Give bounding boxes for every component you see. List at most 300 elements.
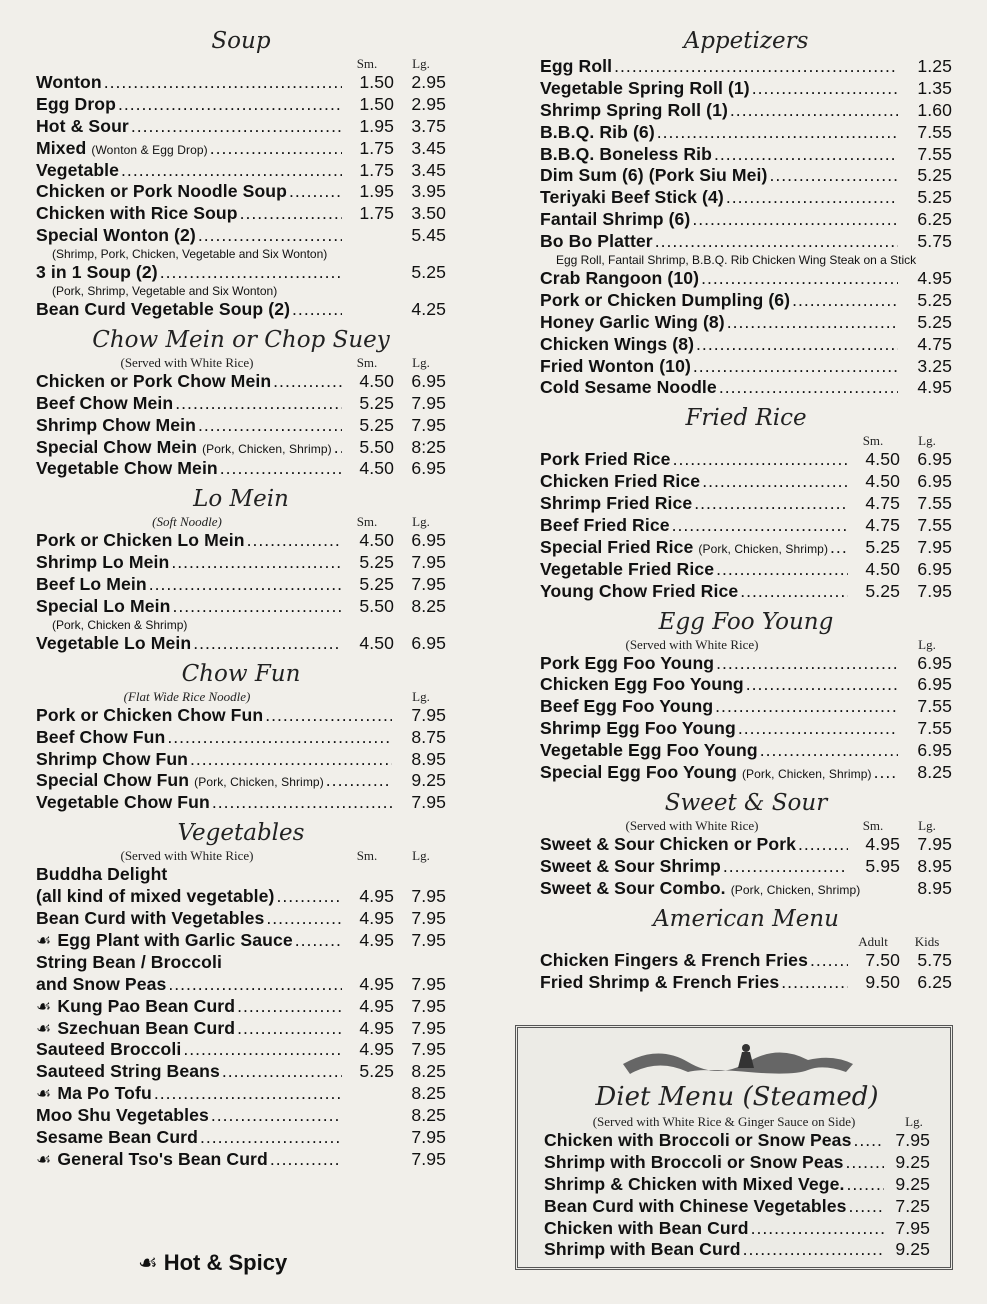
- menu-item: [540, 471, 952, 493]
- menu-item: [540, 165, 952, 187]
- col-header-small: Adult: [858, 933, 888, 949]
- item-name-text: Sweet & Sour Chicken or Pork: [540, 833, 797, 854]
- item-name: [540, 762, 872, 783]
- section-subheader: [36, 514, 446, 530]
- menu-item: [36, 458, 446, 480]
- dot-leader: [798, 834, 848, 855]
- item-name-text: Pork or Chicken Chow Fun: [36, 704, 264, 725]
- dot-leader: [714, 144, 898, 165]
- price-large: 8.95: [917, 855, 952, 876]
- item-name-text: Chicken Fried Rice: [540, 471, 701, 492]
- dot-leader: [715, 696, 898, 717]
- menu-item: [36, 116, 446, 138]
- item-name: [540, 449, 671, 470]
- price-small: 4.95: [359, 908, 394, 929]
- item-name: Shrimp with Bean Curd: [544, 1239, 741, 1260]
- menu-section: [36, 327, 446, 486]
- item-name: [540, 100, 728, 121]
- menu-section: [540, 28, 952, 405]
- price-large: 7.55: [917, 718, 952, 739]
- item-subnote: (Pork, Shrimp, Vegetable and Six Wonton): [52, 284, 278, 299]
- item-name-text: B.B.Q. Rib (6): [540, 121, 655, 142]
- dot-leader: [614, 56, 898, 77]
- section-title: Sweet & Sour: [664, 789, 828, 816]
- price-large: 7.55: [917, 143, 952, 164]
- diet-col-header: Lg.: [905, 1114, 923, 1129]
- item-name: [36, 864, 167, 885]
- pepper-icon: ☙: [36, 930, 52, 950]
- menu-section: [540, 906, 952, 1000]
- price-small: 5.25: [865, 536, 900, 557]
- item-name: [36, 203, 238, 224]
- dot-leader: [292, 299, 342, 320]
- item-name-text: Chicken or Pork Noodle Soup: [36, 181, 287, 202]
- item-name: [540, 674, 744, 695]
- price-large: 6.95: [917, 471, 952, 492]
- item-name-text: String Bean / Broccoli: [36, 951, 222, 972]
- price-large: 5.25: [917, 311, 952, 332]
- item-subnote: Egg Roll, Fantail Shrimp, B.B.Q. Rib Chicken Wing Steak on a Stick: [556, 253, 917, 268]
- item-name: [36, 633, 191, 654]
- price-large: 7.95: [917, 833, 952, 854]
- item-name: [36, 908, 264, 929]
- dot-leader: [810, 950, 848, 971]
- section-subheader: [540, 818, 952, 834]
- item-name: [36, 437, 332, 458]
- col-header-small: Sm.: [356, 354, 378, 370]
- item-subnote: (Pork, Chicken & Shrimp): [52, 617, 188, 632]
- item-name: [36, 371, 271, 392]
- price-small: 4.95: [865, 833, 900, 854]
- item-name: [540, 377, 717, 398]
- price-small: 1.75: [359, 159, 394, 180]
- price-large: 5.25: [411, 262, 446, 283]
- price-large: 5.25: [917, 187, 952, 208]
- price-large: 8.25: [411, 596, 446, 617]
- price-large: 7.95: [411, 1039, 446, 1060]
- pepper-icon: ☙: [36, 996, 52, 1016]
- menu-item: [36, 1105, 446, 1127]
- item-name-text: Shrimp Chow Fun: [36, 748, 189, 769]
- item-detail: (Wonton & Egg Drop): [91, 142, 208, 157]
- price-small: 5.25: [359, 392, 394, 413]
- item-name: [36, 116, 129, 137]
- item-name-text: Sesame Bean Curd: [36, 1126, 198, 1147]
- item-name-text: Teriyaki Beef Stick (4): [540, 187, 724, 208]
- price-large: 6.95: [917, 558, 952, 579]
- item-name-text: Vegetable Lo Mein: [36, 632, 192, 653]
- price-large: 3.45: [411, 137, 446, 158]
- menu-section: [540, 609, 952, 790]
- price-large: 7.55: [917, 696, 952, 717]
- dot-leader: [200, 1127, 342, 1148]
- price-large: 5.25: [917, 289, 952, 310]
- dot-leader: [751, 1218, 884, 1239]
- dot-leader: [149, 574, 342, 595]
- item-name-text: Kung Pao Bean Curd: [57, 995, 236, 1016]
- item-name: [36, 415, 196, 436]
- item-name-text: Szechuan Bean Curd: [57, 1017, 236, 1038]
- price-small: 1.95: [359, 115, 394, 136]
- item-name-text: Mixed: [36, 137, 87, 158]
- menu-item: [540, 377, 952, 399]
- menu-item: [36, 908, 446, 930]
- item-name: [540, 471, 700, 492]
- price-small: 5.95: [865, 855, 900, 876]
- dot-leader: [240, 203, 342, 224]
- menu-item: [36, 437, 446, 459]
- item-name-text: Vegetable Spring Roll (1): [540, 77, 750, 98]
- menu-item: [540, 449, 952, 471]
- item-name-text: Honey Garlic Wing (8): [540, 311, 725, 332]
- price-large: 4.25: [411, 299, 446, 320]
- menu-item: [540, 972, 952, 994]
- item-name: [36, 1083, 152, 1104]
- item-name: [36, 792, 210, 813]
- section-title: Fried Rice: [685, 405, 807, 432]
- item-name: [36, 393, 173, 414]
- section-subheader: [36, 355, 446, 371]
- menu-item: [540, 653, 952, 675]
- item-name-text: Fried Shrimp & French Fries: [540, 971, 780, 992]
- menu-item: [540, 144, 952, 166]
- item-name-text: Pork or Chicken Dumpling (6): [540, 289, 791, 310]
- diet-item: [544, 1152, 930, 1174]
- price-large: 1.25: [917, 56, 952, 76]
- section-note: (Served with White Rice): [120, 848, 254, 864]
- menu-item: [540, 878, 952, 900]
- menu-item: [540, 122, 952, 144]
- item-name: [540, 950, 808, 971]
- menu-item: [36, 886, 446, 908]
- item-name-text: Beef Lo Mein: [36, 574, 147, 595]
- price-small: 5.25: [359, 414, 394, 435]
- price-small: 5.50: [359, 436, 394, 457]
- item-name-text: Special Lo Mein: [36, 596, 171, 617]
- dot-leader: [657, 122, 898, 143]
- item-name: [540, 268, 699, 289]
- menu-item: [36, 792, 446, 814]
- dot-leader: [702, 471, 848, 492]
- price-large: 4.95: [917, 377, 952, 398]
- price-small: 4.95: [359, 929, 394, 950]
- col-header-large: Lg.: [412, 514, 430, 530]
- pepper-icon: ☙: [36, 1018, 52, 1038]
- ribbon-decoration-icon: [618, 1034, 858, 1084]
- menu-item: [36, 974, 446, 996]
- item-name: [36, 705, 263, 726]
- dot-leader: [781, 972, 848, 993]
- price-large: 7.95: [411, 995, 446, 1016]
- dot-leader: [655, 231, 898, 252]
- section-note: (Served with White Rice): [625, 636, 759, 652]
- pepper-icon: ☙: [36, 1084, 52, 1104]
- item-name: [36, 225, 196, 246]
- menu-section: [540, 405, 952, 608]
- item-name-text: Pork Egg Foo Young: [540, 652, 715, 673]
- menu-item: [540, 718, 952, 740]
- dot-leader: [154, 1083, 342, 1104]
- item-name: [36, 1061, 220, 1082]
- col-header-small: Sm.: [356, 56, 378, 71]
- menu-item: [540, 834, 952, 856]
- price-large: 6.95: [411, 632, 446, 653]
- dot-leader: [265, 705, 392, 726]
- item-name-text: Beef Egg Foo Young: [540, 696, 714, 717]
- dot-leader: [334, 437, 342, 458]
- menu-item: [540, 356, 952, 378]
- price-small: 7.50: [865, 949, 900, 970]
- dot-leader: [792, 290, 898, 311]
- item-name: [36, 458, 218, 479]
- item-name-text: Vegetable Chow Mein: [36, 458, 218, 479]
- dot-leader: [295, 930, 342, 951]
- menu-item: [540, 493, 952, 515]
- price-large: 1.35: [917, 77, 952, 98]
- menu-section: [36, 28, 446, 327]
- menu-item: [36, 181, 446, 203]
- menu-item: [540, 856, 952, 878]
- item-name-text: Sauteed String Beans: [36, 1061, 220, 1082]
- dot-leader: [692, 209, 898, 230]
- price-small: 5.50: [359, 596, 394, 617]
- dot-leader: [723, 856, 848, 877]
- item-name-text: Sweet & Sour Combo.: [540, 877, 726, 898]
- right-column: [540, 28, 952, 999]
- price-large: 8:25: [411, 436, 446, 457]
- price-small: 4.95: [359, 886, 394, 907]
- item-name-text: Pork or Chicken Lo Mein: [36, 530, 245, 551]
- price-small: 4.75: [865, 493, 900, 514]
- dot-leader: [847, 1174, 884, 1195]
- menu-item: [540, 674, 952, 696]
- price-large: 8.25: [411, 1061, 446, 1082]
- price-small: 1.95: [359, 181, 394, 202]
- item-name-text: Shrimp Fried Rice: [540, 493, 693, 514]
- price-small: 4.95: [359, 1039, 394, 1060]
- menu-item: [36, 299, 446, 321]
- section-note: (Flat Wide Rice Noodle): [123, 688, 251, 704]
- section-subheader: [540, 934, 952, 950]
- price-small: 4.95: [359, 1017, 394, 1038]
- section-subheader: [36, 689, 446, 705]
- item-name-text: Beef Chow Fun: [36, 726, 166, 747]
- item-name: [36, 160, 119, 181]
- dot-leader: [183, 1039, 342, 1060]
- item-detail: (Pork, Chicken, Shrimp): [698, 541, 829, 556]
- item-name: [540, 581, 738, 602]
- dot-leader: [160, 262, 342, 283]
- menu-item: [36, 1149, 446, 1171]
- col-header-large: Lg.: [412, 354, 430, 370]
- item-name-text: Special Fried Rice: [540, 536, 694, 557]
- item-detail: (Pork, Chicken, Shrimp): [730, 882, 861, 897]
- price-large: 8.75: [411, 726, 446, 747]
- dot-leader: [848, 1196, 884, 1217]
- item-name: [540, 144, 712, 165]
- dot-leader: [673, 449, 848, 470]
- dot-leader: [104, 72, 342, 93]
- item-name-text: Cold Sesame Noodle: [540, 377, 717, 398]
- dot-leader: [693, 356, 898, 377]
- item-name: [540, 290, 790, 311]
- dot-leader: [874, 762, 898, 783]
- price-small: 4.50: [359, 370, 394, 391]
- price-large: 5.45: [411, 225, 446, 246]
- diet-item: [544, 1196, 930, 1218]
- item-subnote: (Shrimp, Pork, Chicken, Vegetable and Six Wonton): [52, 247, 328, 262]
- col-header-small: Sm.: [356, 848, 378, 864]
- price-small: 5.25: [359, 1061, 394, 1082]
- section-title: Lo Mein: [193, 486, 289, 513]
- diet-title: Diet Menu (Steamed): [595, 1082, 879, 1112]
- price-large: 8.25: [917, 762, 952, 783]
- col-header-large: Lg.: [412, 688, 430, 704]
- col-header-small: Sm.: [862, 433, 884, 449]
- dot-leader: [220, 458, 342, 479]
- price-large: 6.95: [411, 458, 446, 479]
- price-large: 7.55: [917, 515, 952, 536]
- dot-leader: [326, 770, 392, 791]
- item-name-text: (all kind of mixed vegetable): [36, 886, 275, 907]
- item-name: [540, 312, 725, 333]
- item-name-text: Beef Fried Rice: [540, 515, 670, 536]
- price-small: 4.50: [865, 449, 900, 470]
- price-large: 3.25: [917, 355, 952, 376]
- diet-item: [544, 1239, 930, 1261]
- price-large: 2.95: [411, 93, 446, 114]
- item-name-text: Shrimp Lo Mein: [36, 552, 170, 573]
- menu-item: [540, 515, 952, 537]
- price-large: 1.60: [917, 99, 952, 120]
- item-name: [540, 834, 796, 855]
- item-name: [540, 493, 692, 514]
- spacer: [540, 993, 952, 999]
- item-name-text: and Snow Peas: [36, 973, 167, 994]
- menu-item: [36, 749, 446, 771]
- dot-leader: [830, 537, 848, 558]
- price-large: 7.95: [411, 929, 446, 950]
- price-small: 1.50: [359, 93, 394, 114]
- price-small: 4.50: [359, 632, 394, 653]
- item-name-text: Crab Rangoon (10): [540, 268, 700, 289]
- item-name: Chicken with Broccoli or Snow Peas: [544, 1130, 852, 1150]
- item-name: Chicken with Bean Curd: [544, 1217, 749, 1238]
- item-name: [540, 56, 612, 77]
- price-large: 5.25: [917, 165, 952, 186]
- dot-leader: [738, 718, 898, 739]
- section-note: (Served with White Rice): [625, 817, 759, 833]
- item-name: [36, 996, 235, 1017]
- section-note: (Served with White Rice): [120, 354, 254, 370]
- dot-leader: [266, 908, 342, 929]
- menu-item: [36, 864, 446, 886]
- item-name: [36, 552, 169, 573]
- menu-item: [540, 231, 952, 253]
- item-name: [540, 537, 828, 558]
- price-large: 7.55: [917, 493, 952, 514]
- col-header-large: Lg.: [918, 433, 936, 449]
- item-name-text: Bo Bo Platter: [540, 231, 653, 252]
- item-name-text: Egg Plant with Garlic Sauce: [57, 929, 293, 950]
- menu-item: [540, 334, 952, 356]
- price-small: 9.50: [865, 971, 900, 992]
- price-large: 3.95: [411, 181, 446, 202]
- menu-section: [540, 790, 952, 906]
- item-name: [540, 187, 724, 208]
- dot-leader: [769, 165, 898, 186]
- item-name-text: Egg Drop: [36, 93, 116, 114]
- section-subheader: [540, 637, 952, 653]
- diet-subheader: [544, 1114, 930, 1130]
- dot-leader: [171, 552, 342, 573]
- menu-item: [36, 530, 446, 552]
- item-name: [36, 574, 147, 595]
- item-name-text: Special Chow Mein: [36, 436, 198, 457]
- item-name-text: 3 in 1 Soup (2): [36, 262, 158, 283]
- diet-items: [544, 1130, 930, 1261]
- spacer: [36, 1171, 446, 1177]
- diet-item: [544, 1218, 930, 1240]
- item-name-text: Wonton: [36, 72, 102, 92]
- price-large: 9.25: [895, 1151, 930, 1172]
- item-name: [540, 878, 860, 899]
- price-small: 1.50: [359, 72, 394, 92]
- item-name: [36, 1039, 181, 1060]
- dot-leader: [726, 187, 898, 208]
- dot-leader: [743, 1239, 884, 1260]
- menu-section: [36, 486, 446, 660]
- item-name-text: Special Chow Fun: [36, 770, 190, 791]
- price-large: 9.25: [895, 1173, 930, 1194]
- price-large: 7.25: [895, 1195, 930, 1216]
- dot-leader: [719, 377, 898, 398]
- item-name: [540, 515, 670, 536]
- menu-item: [36, 1127, 446, 1149]
- menu-item: [36, 633, 446, 655]
- col-header-large: Lg.: [918, 636, 936, 652]
- item-name-text: Special Wonton (2): [36, 225, 196, 246]
- pepper-icon: ☙: [36, 1149, 52, 1169]
- dot-leader: [131, 116, 342, 137]
- menu-item: [540, 950, 952, 972]
- menu-item: [540, 696, 952, 718]
- price-large: 7.95: [411, 574, 446, 595]
- section-note: (Soft Noodle): [152, 514, 222, 530]
- menu-item: [540, 78, 952, 100]
- menu-item: [36, 1061, 446, 1083]
- dot-leader: [237, 1018, 342, 1039]
- price-small: 5.25: [865, 580, 900, 601]
- price-large: 7.95: [411, 414, 446, 435]
- price-large: 8.95: [411, 748, 446, 769]
- menu-item: [540, 187, 952, 209]
- dot-leader: [210, 138, 342, 159]
- price-large: 6.95: [917, 652, 952, 673]
- item-name-text: Buddha Delight: [36, 864, 168, 885]
- item-name: [540, 972, 779, 993]
- price-small: 5.25: [359, 552, 394, 573]
- price-large: 7.95: [895, 1130, 930, 1150]
- item-name: [36, 727, 165, 748]
- item-name-text: Chicken Egg Foo Young: [540, 674, 744, 695]
- price-large: 7.95: [917, 580, 952, 601]
- price-large: 6.95: [917, 674, 952, 695]
- item-name: [540, 718, 736, 739]
- item-name-text: Special Egg Foo Young: [540, 762, 737, 783]
- price-large: 8.25: [411, 1105, 446, 1126]
- dot-leader: [277, 886, 342, 907]
